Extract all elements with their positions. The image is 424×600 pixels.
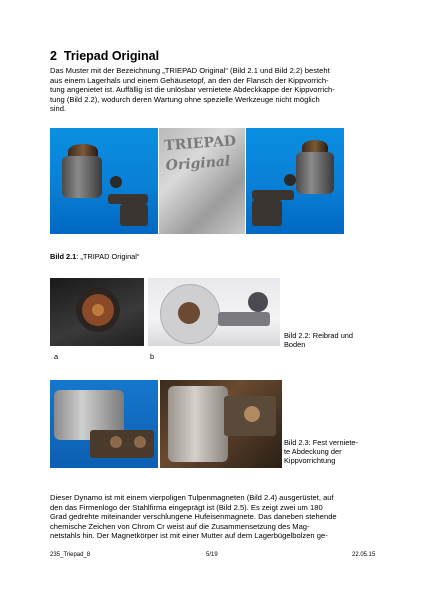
label-b: b bbox=[150, 352, 155, 361]
caption-line: te Abdeckung der bbox=[284, 447, 342, 457]
paragraph-line: tung (Bild 2.2), wodurch deren Wartung ohne spezielle Werkzeuge nicht möglich bbox=[50, 94, 320, 104]
photo-riveted-cover-left bbox=[50, 380, 158, 468]
photo-dynamo-left bbox=[50, 128, 158, 234]
paragraph-line: sind. bbox=[50, 104, 67, 114]
paragraph-line: tung angenietet ist. Auffällig ist die unlösbar vernietete Abdeckkappe der Kippvorrich- bbox=[50, 85, 335, 95]
figure-2-1-caption bbox=[50, 252, 139, 261]
footer-filename: 235_Triepad_8 bbox=[50, 552, 91, 558]
footer-date: 22.05.15 bbox=[352, 552, 376, 558]
plate-engraving bbox=[163, 132, 237, 176]
body-paragraph bbox=[50, 493, 380, 541]
section-number: 2 bbox=[50, 49, 57, 63]
photo-riveted-cover-right bbox=[160, 380, 282, 468]
paragraph-line: Grad gedrehte miteinander verschlungene Hufeisenmagnete. Das daneben stehende bbox=[50, 512, 337, 522]
section-heading bbox=[50, 49, 159, 63]
photo-dynamo-right bbox=[246, 128, 344, 234]
footer-page-number: 5/19 bbox=[206, 552, 218, 558]
section-title: Triepad Original bbox=[63, 49, 160, 63]
label-a: a bbox=[54, 352, 59, 361]
caption-line: Bild 2.3: Fest verniete- bbox=[284, 438, 358, 447]
caption-line: Kippvorrichtung bbox=[284, 456, 336, 466]
paragraph-line: netstahls hin. Der Magnetkörper ist mit einer Mutter auf dem Lagerbügelbolzen ge- bbox=[50, 531, 328, 541]
plate-text-line: TRIEPAD bbox=[163, 133, 237, 155]
paragraph-line: aus einem Lagerhals und einem Gehäusetopf, an den der Flansch der Kippvorrich- bbox=[50, 75, 329, 85]
plate-text-line: Original bbox=[165, 153, 231, 175]
photo-housing-bottom bbox=[148, 278, 280, 346]
caption-line: Boden bbox=[284, 340, 306, 350]
caption-text: : „TRIPAD Original“ bbox=[76, 252, 140, 261]
paragraph-line: Das Muster mit der Bezeichnung „TRIEPAD Original“ (Bild 2.1 und Bild 2.2) besteht bbox=[50, 66, 330, 75]
paragraph-line: den das Firmenlogo der Stahlfirma eingeprägt ist (Bild 2.5). Es zeigt zwei um 180 bbox=[50, 502, 323, 512]
paragraph-line: Dieser Dynamo ist mit einem vierpoligen Tulpenmagneten (Bild 2.4) ausgerüstet, auf bbox=[50, 493, 334, 502]
photo-friction-wheel bbox=[50, 278, 144, 346]
paragraph-line: chemische Zeichen von Chrom Cr weist auf die Zusammensetzung des Mag- bbox=[50, 521, 310, 531]
caption-line: Bild 2.2: Reibrad und bbox=[284, 331, 354, 340]
photo-name-plate bbox=[159, 128, 245, 234]
figure-2-3-caption bbox=[284, 438, 358, 466]
caption-label: Bild 2.1 bbox=[50, 252, 77, 261]
intro-paragraph bbox=[50, 66, 380, 114]
figure-2-2-caption bbox=[284, 331, 353, 349]
